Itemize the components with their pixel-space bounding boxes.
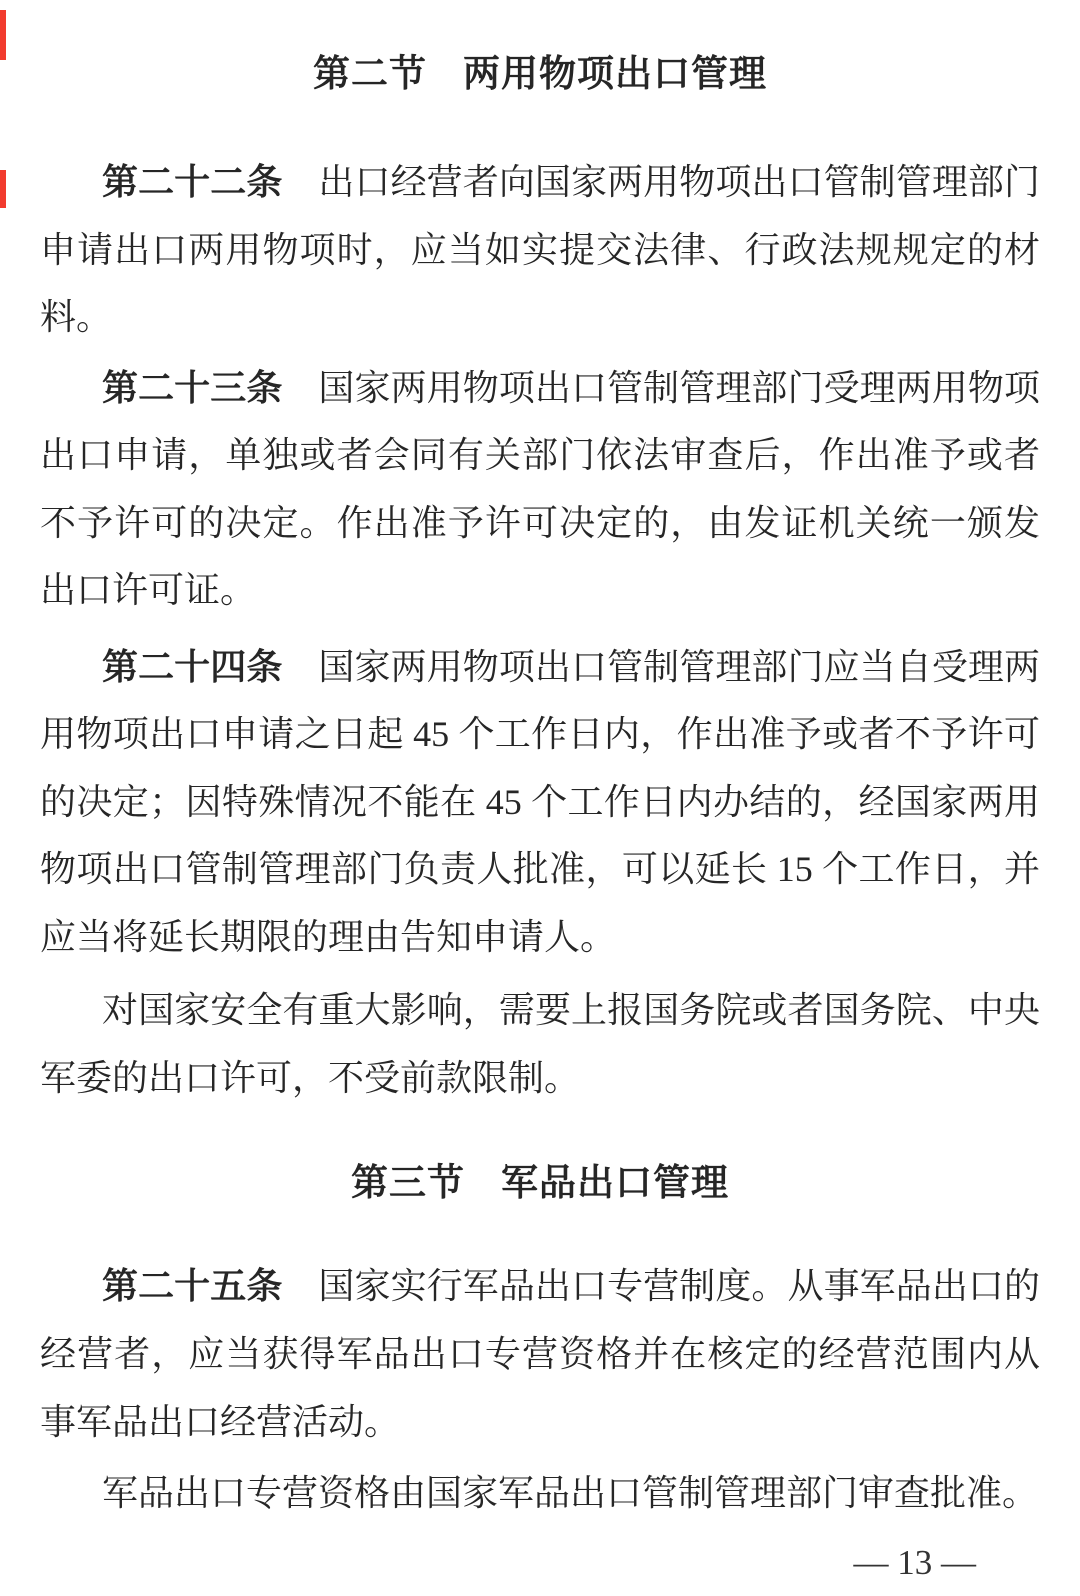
article-25-paragraph (40, 1252, 1040, 1456)
article-22-number: 第二十二条 (102, 161, 283, 202)
article-23-paragraph (40, 354, 1040, 625)
article-22-text: 出口经营者向国家两用物项出口管制管理部门申请出口两用物项时，应当如实提交法律、行政法规规定的材料。 (40, 162, 1040, 337)
article-24-number: 第二十四条 (102, 645, 283, 687)
section-3-heading (40, 1161, 1040, 1205)
article-23-number: 第二十三条 (102, 366, 283, 408)
section-3-number: 第三节 (351, 1162, 465, 1203)
section-3-title: 军品出口管理 (501, 1162, 729, 1203)
national-security-paragraph: 对国家安全有重大影响，需要上报国务院或者国务院、中央军委的出口许可，不受前款限制。 (40, 990, 1040, 1098)
article-24-paragraph (40, 633, 1040, 972)
article-23-text: 国家两用物项出口管制管理部门受理两用物项出口申请，单独或者会同有关部门依法审查后，作出准予或者不予许可的决定。作出准予许可决定的，由发证机关统一颁发出口许可证。 (40, 367, 1040, 610)
military-qualification-paragraph: 军品出口专营资格由国家军品出口管制管理部门审查批准。 (102, 1473, 1039, 1513)
red-edge-mark (0, 10, 6, 60)
section-2-heading (40, 52, 1040, 96)
article-25-text: 国家实行军品出口专营制度。从事军品出口的经营者，应当获得军品出口专营资格并在核定的经营范围内从事军品出口经营活动。 (40, 1266, 1040, 1442)
section-2-number: 第二节 (313, 53, 427, 94)
red-edge-mark (0, 170, 6, 208)
page-number: — 13 — (853, 1543, 976, 1582)
article-22-paragraph (40, 148, 1040, 352)
section-2-title: 两用物项出口管理 (463, 53, 767, 94)
document-content (40, 0, 1040, 1581)
article-25-number: 第二十五条 (102, 1265, 283, 1306)
article-24-text: 国家两用物项出口管制管理部门应当自受理两用物项出口申请之日起 45 个工作日内，作出准予或者不予许可的决定；因特殊情况不能在 45 个工作日内办结的，经国家两用物项出口管制管理部门负责人批准，可以延长 15 个工作日，并应当将延长期限的理由告知申请人。 (40, 646, 1040, 957)
